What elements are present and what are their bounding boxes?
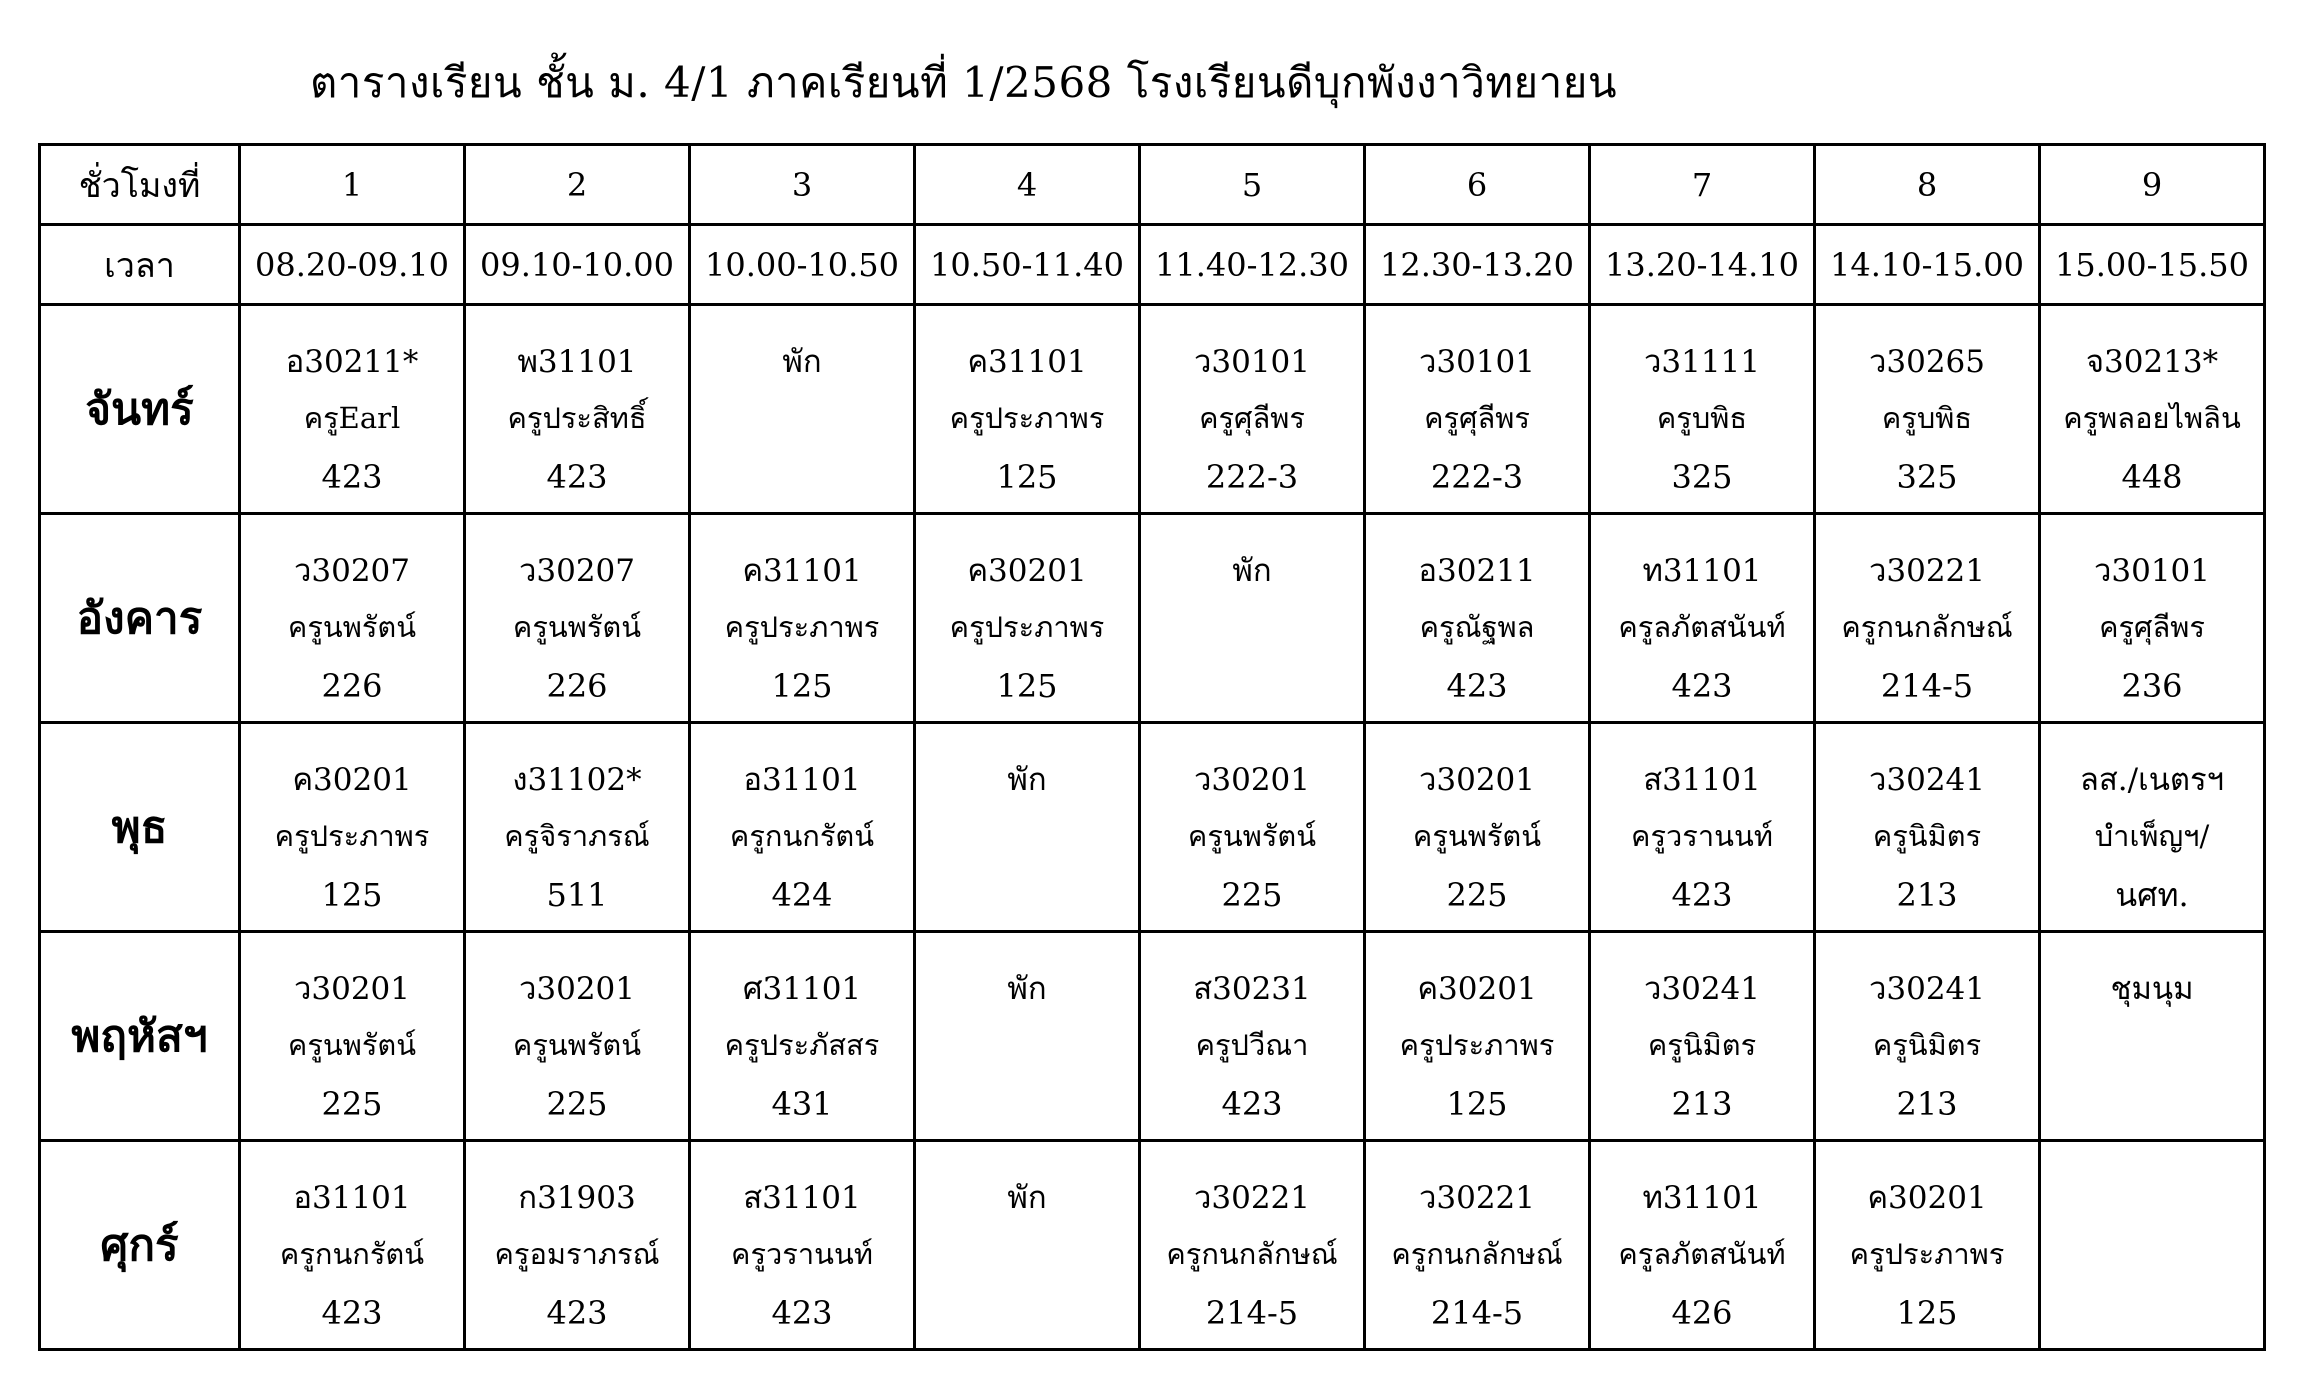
subject-code: ท31101 [1642, 1180, 1762, 1216]
teacher-name: ครูประภาพร [949, 401, 1105, 435]
teacher-name: ครูนิมิตร [1872, 1028, 1982, 1062]
room-number: 125 [771, 667, 833, 705]
room-number: 423 [771, 1294, 833, 1332]
subject-code: ค30201 [292, 762, 412, 798]
room-number: 424 [771, 876, 833, 914]
subject-code: อ31101 [293, 1180, 411, 1216]
period-time: 10.00-10.50 [690, 225, 915, 305]
teacher-name: ครูลภัตสนันท์ [1618, 1237, 1786, 1271]
teacher-name: ครูบพิธ [1656, 401, 1748, 435]
room-number: 423 [1446, 667, 1508, 705]
subject-code: ก31903 [518, 1180, 636, 1216]
room-number [916, 1282, 1138, 1344]
subject-code: ค30201 [1867, 1180, 1987, 1216]
room-number: 214-5 [1430, 1294, 1524, 1332]
teacher-name: ครูณัฐพล [1419, 610, 1535, 644]
period-time: 12.30-13.20 [1365, 225, 1590, 305]
teacher-name: ครูนพรัตน์ [287, 1028, 417, 1062]
room-number [2041, 1073, 2263, 1135]
room-number: 226 [321, 667, 383, 705]
subject-code: ว30101 [1193, 344, 1311, 380]
schedule-cell [2040, 514, 2265, 723]
day-name: อังคาร [40, 514, 240, 723]
schedule-cell [690, 1141, 915, 1350]
teacher-name: ครูนพรัตน์ [1187, 819, 1317, 853]
subject-code: ว30221 [1868, 553, 1986, 589]
room-number [916, 1073, 1138, 1135]
schedule-cell [240, 1141, 465, 1350]
schedule-cell [1815, 723, 2040, 932]
subject-code: ว31111 [1643, 344, 1761, 380]
schedule-cell [1140, 305, 1365, 514]
room-number: 222-3 [1430, 458, 1524, 496]
subject-code: ว30101 [2093, 553, 2211, 589]
room-number [691, 446, 913, 508]
room-number: 448 [2121, 458, 2183, 496]
subject-code: ว30201 [1418, 762, 1536, 798]
room-number: 423 [546, 458, 608, 496]
schedule-cell [1365, 514, 1590, 723]
period-number: 7 [1590, 145, 1815, 225]
room-number: 214-5 [1880, 667, 1974, 705]
schedule-cell [240, 514, 465, 723]
subject-code: อ30211 [1418, 553, 1536, 589]
teacher-name: ครูนพรัตน์ [512, 1028, 642, 1062]
room-number: 225 [1446, 876, 1508, 914]
room-number: 423 [1671, 667, 1733, 705]
teacher-name: ครูประภาพร [274, 819, 430, 853]
teacher-name [2041, 1226, 2263, 1282]
period-number: 8 [1815, 145, 2040, 225]
subject-code: พัก [1232, 553, 1272, 589]
room-number: 214-5 [1205, 1294, 1299, 1332]
teacher-name: ครูประภาพร [724, 610, 880, 644]
schedule-cell [1590, 305, 1815, 514]
room-number [2041, 1282, 2263, 1344]
room-number: 213 [1671, 1085, 1733, 1123]
schedule-cell [1815, 1141, 2040, 1350]
room-number: 225 [1221, 876, 1283, 914]
period-time: 09.10-10.00 [465, 225, 690, 305]
schedule-cell [1590, 932, 1815, 1141]
room-number: 125 [1896, 1294, 1958, 1332]
subject-code: ค31101 [742, 553, 862, 589]
subject-code: ว30221 [1193, 1180, 1311, 1216]
room-number: 423 [1221, 1085, 1283, 1123]
room-number: 125 [996, 458, 1058, 496]
teacher-name: ครูกนกลักษณ์ [1391, 1237, 1563, 1271]
day-name: จันทร์ [40, 305, 240, 514]
teacher-name: ครูนพรัตน์ [1412, 819, 1542, 853]
subject-code: ชุมนุม [2110, 971, 2194, 1007]
room-number [1141, 655, 1363, 717]
room-number: 423 [1671, 876, 1733, 914]
subject-code: พัก [782, 344, 822, 380]
room-number: 431 [771, 1085, 833, 1123]
subject-code: ค30201 [1417, 971, 1537, 1007]
teacher-name: ครูศุลีพร [1199, 401, 1305, 435]
subject-code: ส31101 [743, 1180, 861, 1216]
teacher-name: ครูกนกรัตน์ [279, 1237, 425, 1271]
teacher-name: ครูอมราภรณ์ [494, 1237, 660, 1271]
subject-code: ส31101 [1643, 762, 1761, 798]
room-number: 226 [546, 667, 608, 705]
period-number: 2 [465, 145, 690, 225]
teacher-name: ครูวรานนท์ [731, 1237, 873, 1271]
room-number: 225 [321, 1085, 383, 1123]
schedule-cell [1590, 1141, 1815, 1350]
day-row [40, 305, 2265, 514]
schedule-cell [2040, 723, 2265, 932]
schedule-cell [1140, 932, 1365, 1141]
schedule-cell [1590, 514, 1815, 723]
schedule-cell [1365, 723, 1590, 932]
schedule-cell [2040, 305, 2265, 514]
schedule-cell [240, 723, 465, 932]
period-time: 14.10-15.00 [1815, 225, 2040, 305]
teacher-name: ครูประภาพร [949, 610, 1105, 644]
room-number: 426 [1671, 1294, 1733, 1332]
schedule-cell [2040, 1141, 2265, 1350]
page-title: ตารางเรียน ชั้น ม. 4/1 ภาคเรียนที่ 1/2568 โรงเรียนดีบุกพังงาวิทยายน [310, 58, 1618, 107]
schedule-cell [915, 1141, 1140, 1350]
room-number: 236 [2121, 667, 2183, 705]
period-number: 4 [915, 145, 1140, 225]
period-number: 3 [690, 145, 915, 225]
subject-code: ค30201 [967, 553, 1087, 589]
schedule-cell [1815, 514, 2040, 723]
room-number: 125 [321, 876, 383, 914]
room-number: 213 [1896, 876, 1958, 914]
subject-code: พัก [1007, 971, 1047, 1007]
subject-code: อ31101 [743, 762, 861, 798]
day-name: พฤหัสฯ [40, 932, 240, 1141]
subject-code: ส30231 [1193, 971, 1311, 1007]
subject-code: ง31102* [512, 762, 642, 798]
subject-code: ว30201 [518, 971, 636, 1007]
room-number: 125 [996, 667, 1058, 705]
teacher-name: ครูลภัตสนันท์ [1618, 610, 1786, 644]
teacher-name: ครูประภาพร [1399, 1028, 1555, 1062]
schedule-cell [240, 305, 465, 514]
day-row [40, 932, 2265, 1141]
schedule-cell [465, 514, 690, 723]
teacher-name: ครูจิราภรณ์ [504, 819, 650, 853]
teacher-name [916, 1017, 1138, 1073]
teacher-name: ครูนพรัตน์ [287, 610, 417, 644]
schedule-cell [465, 1141, 690, 1350]
schedule-cell [1140, 1141, 1365, 1350]
room-number: 423 [321, 1294, 383, 1332]
teacher-name: ครูนิมิตร [1872, 819, 1982, 853]
teacher-name: ครูนพรัตน์ [512, 610, 642, 644]
room-number: 423 [321, 458, 383, 496]
day-row [40, 723, 2265, 932]
teacher-name [916, 1226, 1138, 1282]
schedule-cell [690, 932, 915, 1141]
schedule-cell [915, 723, 1140, 932]
subject-code: ศ31101 [742, 971, 862, 1007]
room-number: นศท. [2115, 876, 2189, 914]
subject-code: อ30211* [285, 344, 419, 380]
schedule-cell [1140, 723, 1365, 932]
day-name: ศุกร์ [40, 1141, 240, 1350]
teacher-name [1141, 599, 1363, 655]
subject-code: พัก [1007, 1180, 1047, 1216]
teacher-name: ครูศุลีพร [1424, 401, 1530, 435]
teacher-name: ครูประภัสสร [724, 1028, 880, 1062]
room-number: 511 [546, 876, 608, 914]
teacher-name: ครูEarl [303, 401, 401, 435]
subject-code: ว30101 [1418, 344, 1536, 380]
schedule-cell [915, 514, 1140, 723]
schedule-cell [690, 305, 915, 514]
teacher-name [916, 808, 1138, 864]
schedule-cell [465, 932, 690, 1141]
teacher-name: ครูพลอยไพลิน [2063, 401, 2241, 435]
schedule-cell [1590, 723, 1815, 932]
period-row-label: ชั่วโมงที่ [40, 145, 240, 225]
subject-code: ว30207 [293, 553, 411, 589]
schedule-cell [1365, 1141, 1590, 1350]
subject-code: พัก [1007, 762, 1047, 798]
room-number: 213 [1896, 1085, 1958, 1123]
teacher-name: ครูประสิทธิ์ [507, 401, 647, 435]
teacher-name [691, 390, 913, 446]
schedule-cell [465, 723, 690, 932]
subject-code: ว30265 [1868, 344, 1986, 380]
teacher-name: ครูนิมิตร [1647, 1028, 1757, 1062]
teacher-name: ครูศุลีพร [2099, 610, 2205, 644]
subject-code: ลส./เนตรฯ [2079, 762, 2225, 798]
schedule-cell [690, 514, 915, 723]
teacher-name: ครูปวีณา [1195, 1028, 1309, 1062]
room-number: 125 [1446, 1085, 1508, 1123]
schedule-cell [1815, 932, 2040, 1141]
day-name: พุธ [40, 723, 240, 932]
schedule-cell [1140, 514, 1365, 723]
subject-code: ว30201 [293, 971, 411, 1007]
day-row [40, 1141, 2265, 1350]
period-number: 6 [1365, 145, 1590, 225]
subject-code: ค31101 [967, 344, 1087, 380]
room-number: 423 [546, 1294, 608, 1332]
period-time: 08.20-09.10 [240, 225, 465, 305]
day-row [40, 514, 2265, 723]
schedule-cell [240, 932, 465, 1141]
room-number: 222-3 [1205, 458, 1299, 496]
teacher-name: ครูกนกรัตน์ [729, 819, 875, 853]
teacher-name: ครูกนกลักษณ์ [1841, 610, 2013, 644]
time-header-row [40, 225, 2265, 305]
timetable [38, 143, 2266, 1351]
subject-code: ว30241 [1868, 971, 1986, 1007]
teacher-name: ครูประภาพร [1849, 1237, 2005, 1271]
teacher-name: บำเพ็ญฯ/ [2094, 819, 2210, 853]
teacher-name: ครูบพิธ [1881, 401, 1973, 435]
period-time: 13.20-14.10 [1590, 225, 1815, 305]
subject-code: ว30241 [1868, 762, 1986, 798]
period-time: 11.40-12.30 [1140, 225, 1365, 305]
period-time: 15.00-15.50 [2040, 225, 2265, 305]
time-row-label: เวลา [40, 225, 240, 305]
schedule-cell [1365, 305, 1590, 514]
period-time: 10.50-11.40 [915, 225, 1140, 305]
period-number: 9 [2040, 145, 2265, 225]
subject-code: ว30207 [518, 553, 636, 589]
schedule-cell [465, 305, 690, 514]
schedule-cell [915, 305, 1140, 514]
teacher-name: ครูกนกลักษณ์ [1166, 1237, 1338, 1271]
subject-code: พ31101 [517, 344, 637, 380]
room-number: 325 [1671, 458, 1733, 496]
room-number [916, 864, 1138, 926]
subject-code: ท31101 [1642, 553, 1762, 589]
schedule-cell [1815, 305, 2040, 514]
subject-code: จ30213* [2085, 344, 2219, 380]
schedule-cell [1365, 932, 1590, 1141]
period-number: 5 [1140, 145, 1365, 225]
room-number: 225 [546, 1085, 608, 1123]
subject-code: ว30241 [1643, 971, 1761, 1007]
teacher-name: ครูวรานนท์ [1631, 819, 1773, 853]
room-number: 325 [1896, 458, 1958, 496]
schedule-cell [2040, 932, 2265, 1141]
schedule-cell [690, 723, 915, 932]
schedule-cell [915, 932, 1140, 1141]
period-number: 1 [240, 145, 465, 225]
subject-code: ว30221 [1418, 1180, 1536, 1216]
subject-code [2041, 1170, 2263, 1226]
subject-code: ว30201 [1193, 762, 1311, 798]
period-header-row [40, 145, 2265, 225]
teacher-name [2041, 1017, 2263, 1073]
